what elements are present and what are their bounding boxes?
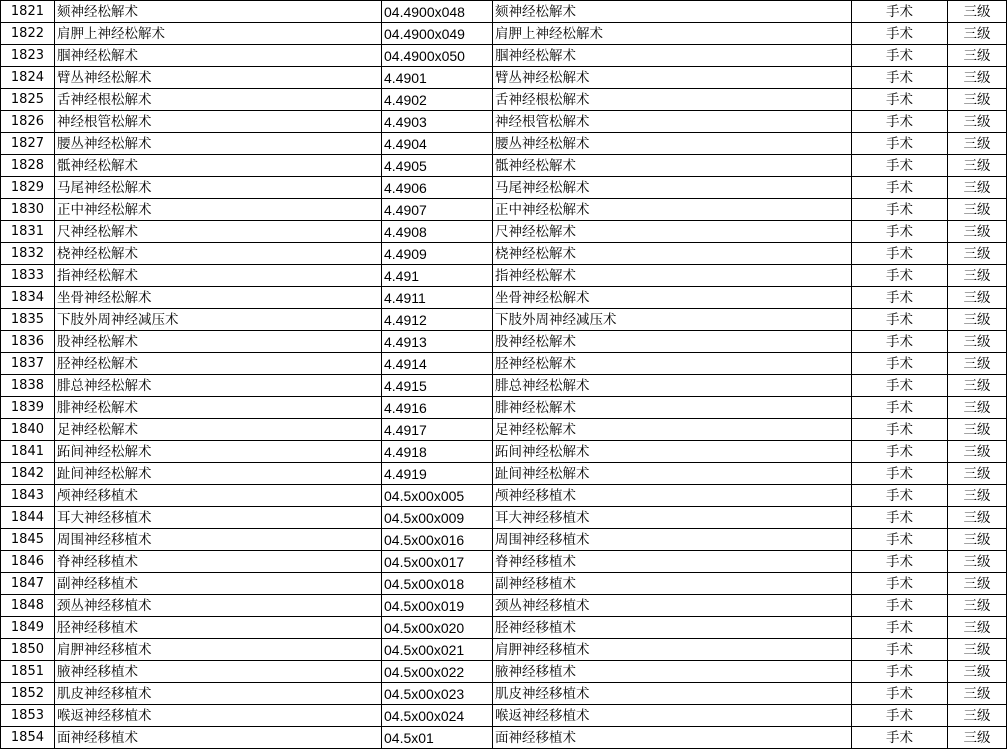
- procedure-name-repeat-cell: 趾间神经松解术: [493, 463, 852, 485]
- procedure-name-cell: 胫神经松解术: [55, 353, 382, 375]
- procedure-name-cell: 颈丛神经移植术: [55, 595, 382, 617]
- procedure-name-repeat-cell: 骶神经松解术: [493, 155, 852, 177]
- table-row: [1, 45, 1007, 67]
- row-number: 1841: [1, 441, 55, 463]
- procedure-code-cell: 04.5x00x016: [382, 529, 493, 551]
- grade-level-cell: 三级: [948, 243, 1007, 265]
- category-cell: 手术: [852, 551, 948, 573]
- procedure-name-repeat-cell: 周围神经移植术: [493, 529, 852, 551]
- procedure-code-cell: 04.5x00x024: [382, 705, 493, 727]
- table-row: [1, 551, 1007, 573]
- procedure-name-cell: 坐骨神经松解术: [55, 287, 382, 309]
- grade-level-cell: 三级: [948, 89, 1007, 111]
- procedure-name-cell: 趾间神经松解术: [55, 463, 382, 485]
- row-number: 1826: [1, 111, 55, 133]
- procedure-code-cell: 4.4918: [382, 441, 493, 463]
- procedure-name-repeat-cell: 跖间神经松解术: [493, 441, 852, 463]
- procedure-code-cell: 4.4902: [382, 89, 493, 111]
- procedure-code-cell: 04.5x00x019: [382, 595, 493, 617]
- row-number: 1828: [1, 155, 55, 177]
- row-number: 1840: [1, 419, 55, 441]
- procedure-name-repeat-cell: 桡神经松解术: [493, 243, 852, 265]
- table-row: [1, 265, 1007, 287]
- table-row: [1, 639, 1007, 661]
- procedure-name-repeat-cell: 腓神经松解术: [493, 397, 852, 419]
- category-cell: 手术: [852, 133, 948, 155]
- procedure-name-repeat-cell: 下肢外周神经减压术: [493, 309, 852, 331]
- procedure-code-cell: 04.5x00x022: [382, 661, 493, 683]
- row-number: 1842: [1, 463, 55, 485]
- procedure-name-repeat-cell: 臂丛神经松解术: [493, 67, 852, 89]
- grade-level-cell: 三级: [948, 111, 1007, 133]
- grade-level-cell: 三级: [948, 265, 1007, 287]
- grade-level-cell: 三级: [948, 397, 1007, 419]
- category-cell: 手术: [852, 111, 948, 133]
- table-row: [1, 485, 1007, 507]
- grade-level-cell: 三级: [948, 683, 1007, 705]
- procedure-code-cell: 04.5x01: [382, 727, 493, 749]
- category-cell: 手术: [852, 485, 948, 507]
- row-number: 1830: [1, 199, 55, 221]
- procedure-name-cell: 面神经移植术: [55, 727, 382, 749]
- grade-level-cell: 三级: [948, 287, 1007, 309]
- table-row: [1, 353, 1007, 375]
- table-row: [1, 67, 1007, 89]
- procedure-name-cell: 肩胛上神经松解术: [55, 23, 382, 45]
- procedure-name-cell: 股神经松解术: [55, 331, 382, 353]
- grade-level-cell: 三级: [948, 177, 1007, 199]
- grade-level-cell: 三级: [948, 199, 1007, 221]
- row-number: 1829: [1, 177, 55, 199]
- category-cell: 手术: [852, 243, 948, 265]
- procedure-code-cell: 4.4912: [382, 309, 493, 331]
- procedure-name-repeat-cell: 正中神经松解术: [493, 199, 852, 221]
- grade-level-cell: 三级: [948, 23, 1007, 45]
- grade-level-cell: 三级: [948, 705, 1007, 727]
- category-cell: 手术: [852, 67, 948, 89]
- category-cell: 手术: [852, 727, 948, 749]
- procedure-name-repeat-cell: 耳大神经移植术: [493, 507, 852, 529]
- grade-level-cell: 三级: [948, 595, 1007, 617]
- procedure-code-cell: 04.5x00x017: [382, 551, 493, 573]
- row-number: 1839: [1, 397, 55, 419]
- procedure-name-repeat-cell: 指神经松解术: [493, 265, 852, 287]
- table-row: [1, 397, 1007, 419]
- grade-level-cell: 三级: [948, 309, 1007, 331]
- category-cell: 手术: [852, 265, 948, 287]
- procedure-name-cell: 舌神经根松解术: [55, 89, 382, 111]
- procedure-name-cell: 桡神经松解术: [55, 243, 382, 265]
- procedure-name-repeat-cell: 颏神经松解术: [493, 1, 852, 23]
- category-cell: 手术: [852, 45, 948, 67]
- row-number: 1853: [1, 705, 55, 727]
- row-number: 1837: [1, 353, 55, 375]
- category-cell: 手术: [852, 309, 948, 331]
- procedure-name-cell: 腓神经松解术: [55, 397, 382, 419]
- procedure-name-repeat-cell: 肩胛神经移植术: [493, 639, 852, 661]
- table-row: [1, 529, 1007, 551]
- row-number: 1833: [1, 265, 55, 287]
- row-number: 1823: [1, 45, 55, 67]
- table-row: [1, 705, 1007, 727]
- procedure-name-repeat-cell: 神经根管松解术: [493, 111, 852, 133]
- category-cell: 手术: [852, 595, 948, 617]
- table-row: [1, 463, 1007, 485]
- procedure-code-cell: 4.4901: [382, 67, 493, 89]
- table-row: [1, 243, 1007, 265]
- row-number: 1836: [1, 331, 55, 353]
- row-number: 1821: [1, 1, 55, 23]
- category-cell: 手术: [852, 419, 948, 441]
- table-row: [1, 507, 1007, 529]
- procedure-name-repeat-cell: 面神经移植术: [493, 727, 852, 749]
- row-number: 1847: [1, 573, 55, 595]
- row-number: 1838: [1, 375, 55, 397]
- procedure-name-cell: 臂丛神经松解术: [55, 67, 382, 89]
- procedure-name-repeat-cell: 副神经移植术: [493, 573, 852, 595]
- procedure-name-repeat-cell: 坐骨神经松解术: [493, 287, 852, 309]
- procedure-name-cell: 正中神经松解术: [55, 199, 382, 221]
- table-row: [1, 23, 1007, 45]
- category-cell: 手术: [852, 177, 948, 199]
- category-cell: 手术: [852, 1, 948, 23]
- table-row: [1, 221, 1007, 243]
- table-row: [1, 177, 1007, 199]
- table-row: [1, 375, 1007, 397]
- procedure-name-cell: 腓总神经松解术: [55, 375, 382, 397]
- procedure-name-cell: 足神经松解术: [55, 419, 382, 441]
- procedure-code-cell: 04.5x00x005: [382, 485, 493, 507]
- table-row: [1, 727, 1007, 749]
- procedure-name-repeat-cell: 股神经松解术: [493, 331, 852, 353]
- grade-level-cell: 三级: [948, 639, 1007, 661]
- category-cell: 手术: [852, 661, 948, 683]
- category-cell: 手术: [852, 199, 948, 221]
- grade-level-cell: 三级: [948, 661, 1007, 683]
- procedure-code-cell: 4.4908: [382, 221, 493, 243]
- category-cell: 手术: [852, 89, 948, 111]
- procedure-code-cell: 4.4917: [382, 419, 493, 441]
- category-cell: 手术: [852, 397, 948, 419]
- table-row: [1, 661, 1007, 683]
- procedure-name-repeat-cell: 胫神经松解术: [493, 353, 852, 375]
- table-row: [1, 133, 1007, 155]
- table-row: [1, 595, 1007, 617]
- procedure-name-cell: 颏神经松解术: [55, 1, 382, 23]
- grade-level-cell: 三级: [948, 573, 1007, 595]
- table-row: [1, 199, 1007, 221]
- table-row: [1, 1, 1007, 23]
- table-row: [1, 309, 1007, 331]
- grade-level-cell: 三级: [948, 727, 1007, 749]
- category-cell: 手术: [852, 705, 948, 727]
- procedure-name-cell: 指神经松解术: [55, 265, 382, 287]
- table-row: [1, 441, 1007, 463]
- procedure-name-cell: 腘神经松解术: [55, 45, 382, 67]
- procedure-name-repeat-cell: 肌皮神经移植术: [493, 683, 852, 705]
- grade-level-cell: 三级: [948, 1, 1007, 23]
- row-number: 1844: [1, 507, 55, 529]
- procedure-name-cell: 肌皮神经移植术: [55, 683, 382, 705]
- procedure-code-cell: 04.4900x049: [382, 23, 493, 45]
- category-cell: 手术: [852, 683, 948, 705]
- procedure-name-repeat-cell: 舌神经根松解术: [493, 89, 852, 111]
- procedure-name-cell: 脊神经移植术: [55, 551, 382, 573]
- grade-level-cell: 三级: [948, 463, 1007, 485]
- procedure-name-repeat-cell: 腋神经移植术: [493, 661, 852, 683]
- procedure-name-cell: 神经根管松解术: [55, 111, 382, 133]
- table-row: [1, 331, 1007, 353]
- procedure-name-repeat-cell: 脊神经移植术: [493, 551, 852, 573]
- row-number: 1845: [1, 529, 55, 551]
- procedure-name-cell: 尺神经松解术: [55, 221, 382, 243]
- category-cell: 手术: [852, 155, 948, 177]
- procedure-name-repeat-cell: 胫神经移植术: [493, 617, 852, 639]
- procedure-name-cell: 喉返神经移植术: [55, 705, 382, 727]
- grade-level-cell: 三级: [948, 67, 1007, 89]
- procedure-name-repeat-cell: 颅神经移植术: [493, 485, 852, 507]
- procedure-name-cell: 跖间神经松解术: [55, 441, 382, 463]
- procedure-code-cell: 4.4903: [382, 111, 493, 133]
- procedure-name-repeat-cell: 足神经松解术: [493, 419, 852, 441]
- row-number: 1854: [1, 727, 55, 749]
- row-number: 1822: [1, 23, 55, 45]
- table-row: [1, 89, 1007, 111]
- table-row: [1, 419, 1007, 441]
- procedure-name-cell: 耳大神经移植术: [55, 507, 382, 529]
- row-number: 1831: [1, 221, 55, 243]
- table-body: [1, 1, 1007, 749]
- procedure-name-repeat-cell: 喉返神经移植术: [493, 705, 852, 727]
- category-cell: 手术: [852, 23, 948, 45]
- table-row: [1, 155, 1007, 177]
- grade-level-cell: 三级: [948, 45, 1007, 67]
- row-number: 1827: [1, 133, 55, 155]
- row-number: 1835: [1, 309, 55, 331]
- procedure-code-cell: 4.4913: [382, 331, 493, 353]
- procedure-code-cell: 4.4907: [382, 199, 493, 221]
- row-number: 1846: [1, 551, 55, 573]
- category-cell: 手术: [852, 441, 948, 463]
- procedure-code-cell: 04.5x00x009: [382, 507, 493, 529]
- row-number: 1849: [1, 617, 55, 639]
- row-number: 1843: [1, 485, 55, 507]
- procedure-name-repeat-cell: 肩胛上神经松解术: [493, 23, 852, 45]
- category-cell: 手术: [852, 617, 948, 639]
- procedure-name-cell: 肩胛神经移植术: [55, 639, 382, 661]
- table-row: [1, 287, 1007, 309]
- table-row: [1, 617, 1007, 639]
- procedure-name-cell: 骶神经松解术: [55, 155, 382, 177]
- table-row: [1, 573, 1007, 595]
- procedure-code-cell: 4.4919: [382, 463, 493, 485]
- procedure-name-repeat-cell: 腘神经松解术: [493, 45, 852, 67]
- category-cell: 手术: [852, 573, 948, 595]
- procedure-code-cell: 4.4909: [382, 243, 493, 265]
- row-number: 1832: [1, 243, 55, 265]
- table-row: [1, 111, 1007, 133]
- grade-level-cell: 三级: [948, 331, 1007, 353]
- grade-level-cell: 三级: [948, 617, 1007, 639]
- procedure-code-cell: 04.4900x050: [382, 45, 493, 67]
- procedure-code-cell: 4.4915: [382, 375, 493, 397]
- row-number: 1825: [1, 89, 55, 111]
- procedure-name-cell: 下肢外周神经减压术: [55, 309, 382, 331]
- table-row: [1, 683, 1007, 705]
- row-number: 1852: [1, 683, 55, 705]
- category-cell: 手术: [852, 375, 948, 397]
- procedure-code-cell: 4.4904: [382, 133, 493, 155]
- grade-level-cell: 三级: [948, 353, 1007, 375]
- procedure-code-cell: 4.4906: [382, 177, 493, 199]
- grade-level-cell: 三级: [948, 221, 1007, 243]
- procedure-code-cell: 04.5x00x021: [382, 639, 493, 661]
- grade-level-cell: 三级: [948, 551, 1007, 573]
- procedure-name-repeat-cell: 马尾神经松解术: [493, 177, 852, 199]
- procedure-code-cell: 4.4911: [382, 287, 493, 309]
- procedure-name-cell: 副神经移植术: [55, 573, 382, 595]
- category-cell: 手术: [852, 221, 948, 243]
- procedure-code-cell: 4.4905: [382, 155, 493, 177]
- procedure-code-cell: 4.4916: [382, 397, 493, 419]
- procedure-code-cell: 04.5x00x023: [382, 683, 493, 705]
- procedure-name-repeat-cell: 尺神经松解术: [493, 221, 852, 243]
- grade-level-cell: 三级: [948, 155, 1007, 177]
- grade-level-cell: 三级: [948, 441, 1007, 463]
- row-number: 1824: [1, 67, 55, 89]
- procedure-code-cell: 4.491: [382, 265, 493, 287]
- grade-level-cell: 三级: [948, 529, 1007, 551]
- row-number: 1850: [1, 639, 55, 661]
- row-number: 1851: [1, 661, 55, 683]
- category-cell: 手术: [852, 331, 948, 353]
- procedure-name-cell: 颅神经移植术: [55, 485, 382, 507]
- category-cell: 手术: [852, 353, 948, 375]
- category-cell: 手术: [852, 287, 948, 309]
- procedure-name-cell: 腰丛神经松解术: [55, 133, 382, 155]
- grade-level-cell: 三级: [948, 485, 1007, 507]
- row-number: 1848: [1, 595, 55, 617]
- category-cell: 手术: [852, 639, 948, 661]
- category-cell: 手术: [852, 507, 948, 529]
- procedure-name-repeat-cell: 腰丛神经松解术: [493, 133, 852, 155]
- procedure-code-cell: 04.5x00x020: [382, 617, 493, 639]
- category-cell: 手术: [852, 529, 948, 551]
- procedure-code-cell: 04.5x00x018: [382, 573, 493, 595]
- grade-level-cell: 三级: [948, 419, 1007, 441]
- procedure-name-repeat-cell: 腓总神经松解术: [493, 375, 852, 397]
- procedure-name-repeat-cell: 颈丛神经移植术: [493, 595, 852, 617]
- grade-level-cell: 三级: [948, 507, 1007, 529]
- grade-level-cell: 三级: [948, 375, 1007, 397]
- procedure-name-cell: 胫神经移植术: [55, 617, 382, 639]
- grade-level-cell: 三级: [948, 133, 1007, 155]
- procedure-name-cell: 周围神经移植术: [55, 529, 382, 551]
- row-number: 1834: [1, 287, 55, 309]
- procedure-name-cell: 腋神经移植术: [55, 661, 382, 683]
- procedure-code-cell: 4.4914: [382, 353, 493, 375]
- procedure-code-cell: 04.4900x048: [382, 1, 493, 23]
- procedure-name-cell: 马尾神经松解术: [55, 177, 382, 199]
- category-cell: 手术: [852, 463, 948, 485]
